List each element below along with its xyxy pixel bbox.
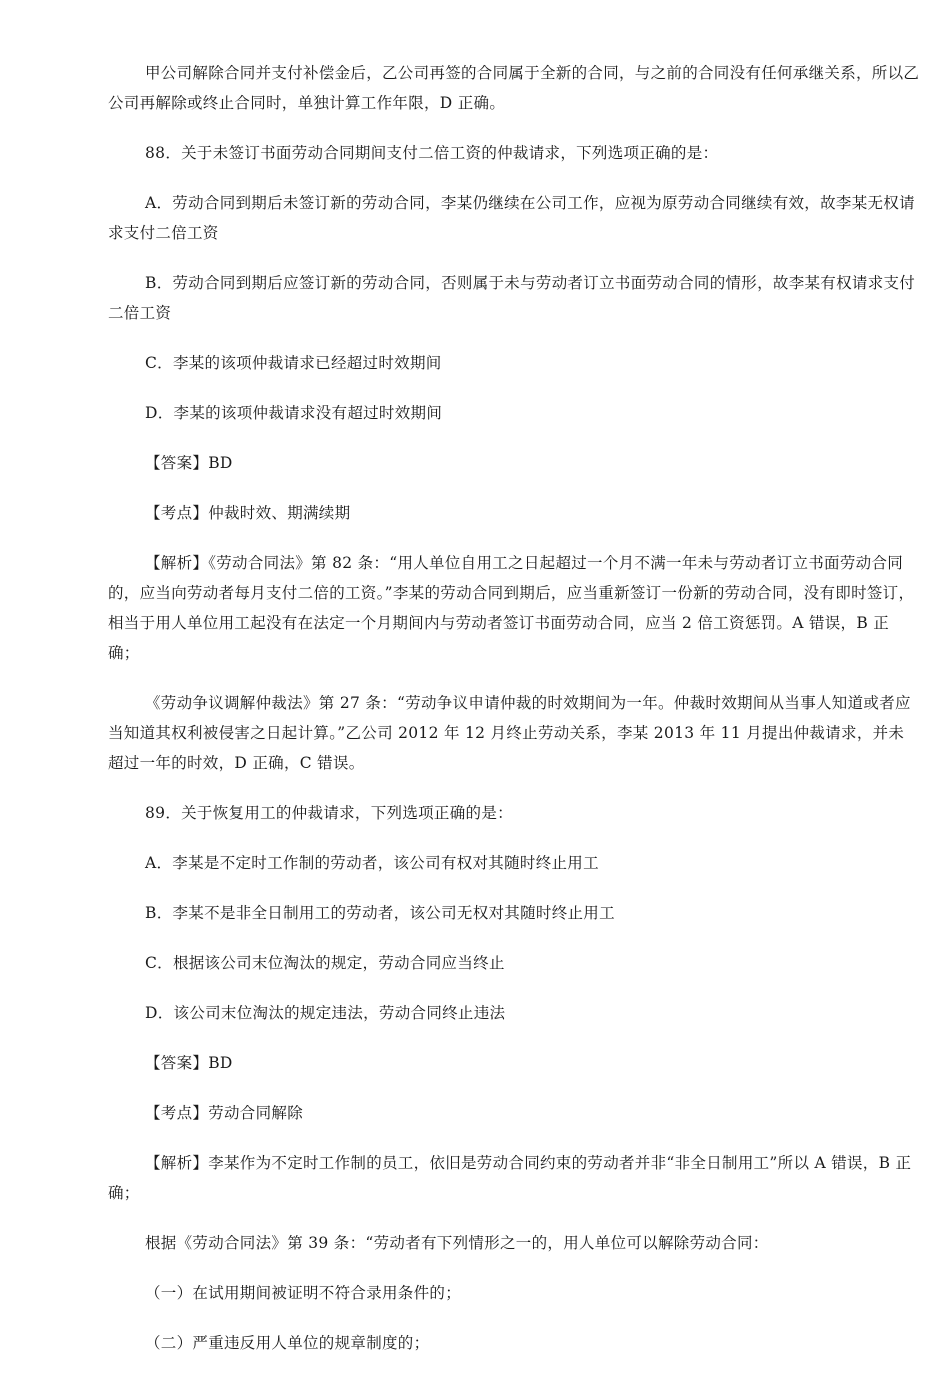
question-89-option-a: A．李某是不定时工作制的劳动者，该公司有权对其随时终止用工 — [145, 854, 599, 872]
question-89-option-b: B．李某不是非全日制用工的劳动者，该公司无权对其随时终止用工 — [145, 904, 615, 922]
paragraph-contract-succession: 甲公司解除合同并支付补偿金后，乙公司再签的合同属于全新的合同，与之前的合同没有任何承继关系，所以乙公司再解除或终止合同时，单独计算工作年限，D 正确。 — [108, 64, 920, 112]
question-89-analysis: 【解析】李某作为不定时工作制的员工，依旧是劳动合同约束的劳动者并非“非全日制用工”所以 A 错误，B 正确； — [108, 1154, 912, 1202]
labor-contract-law-article-39: 根据《劳动合同法》第 39 条：“劳动者有下列情形之一的，用人单位可以解除劳动合同： — [145, 1234, 769, 1252]
question-88-topic: 【考点】仲裁时效、期满续期 — [145, 504, 351, 522]
question-88-answer: 【答案】BD — [145, 454, 233, 472]
question-88-option-c: C．李某的该项仲裁请求已经超过时效期间 — [145, 354, 442, 372]
question-89-topic: 【考点】劳动合同解除 — [145, 1104, 304, 1122]
question-89-answer: 【答案】BD — [145, 1054, 233, 1072]
document-page — [108, 58, 920, 1378]
question-88-analysis-continued: 《劳动争议调解仲裁法》第 27 条：“劳动争议申请仲裁的时效期间为一年。仲裁时效期间从当事人知道或者应当知道其权利被侵害之日起计算。”乙公司 2012 年 12 月终止劳动关系，李某 2013 年 11 月提出仲裁请求，并未超过一年的时效，D 正确，C 错误。 — [108, 694, 911, 772]
article-39-item-2: （二）严重违反用人单位的规章制度的； — [145, 1334, 430, 1352]
article-39-item-1: （一）在试用期间被证明不符合录用条件的； — [145, 1284, 462, 1302]
question-88-option-d: D．李某的该项仲裁请求没有超过时效期间 — [145, 404, 443, 422]
question-88-option-a: A．劳动合同到期后未签订新的劳动合同，李某仍继续在公司工作，应视为原劳动合同继续有效，故李某无权请求支付二倍工资 — [108, 194, 915, 242]
question-88: 88．关于未签订书面劳动合同期间支付二倍工资的仲裁请求，下列选项正确的是： — [145, 144, 719, 162]
question-89: 89．关于恢复用工的仲裁请求，下列选项正确的是： — [145, 804, 513, 822]
question-88-option-b: B．劳动合同到期后应签订新的劳动合同，否则属于未与劳动者订立书面劳动合同的情形，故李某有权请求支付二倍工资 — [108, 274, 916, 322]
question-88-analysis: 【解析】《劳动合同法》第 82 条：“用人单位自用工之日起超过一个月不满一年未与劳动者订立书面劳动合同的，应当向劳动者每月支付二倍的工资。”李某的劳动合同到期后，应当重新签订一份新的劳动合同，没有即时签订，相当于用人单位用工起没有在法定一个月期间内与劳动者签订书面劳动合同，应当 2 倍工资惩罚。A 错误，B 正确； — [108, 554, 915, 662]
question-89-option-d: D．该公司末位淘汰的规定违法，劳动合同终止违法 — [145, 1004, 506, 1022]
question-89-option-c: C．根据该公司末位淘汰的规定，劳动合同应当终止 — [145, 954, 505, 972]
